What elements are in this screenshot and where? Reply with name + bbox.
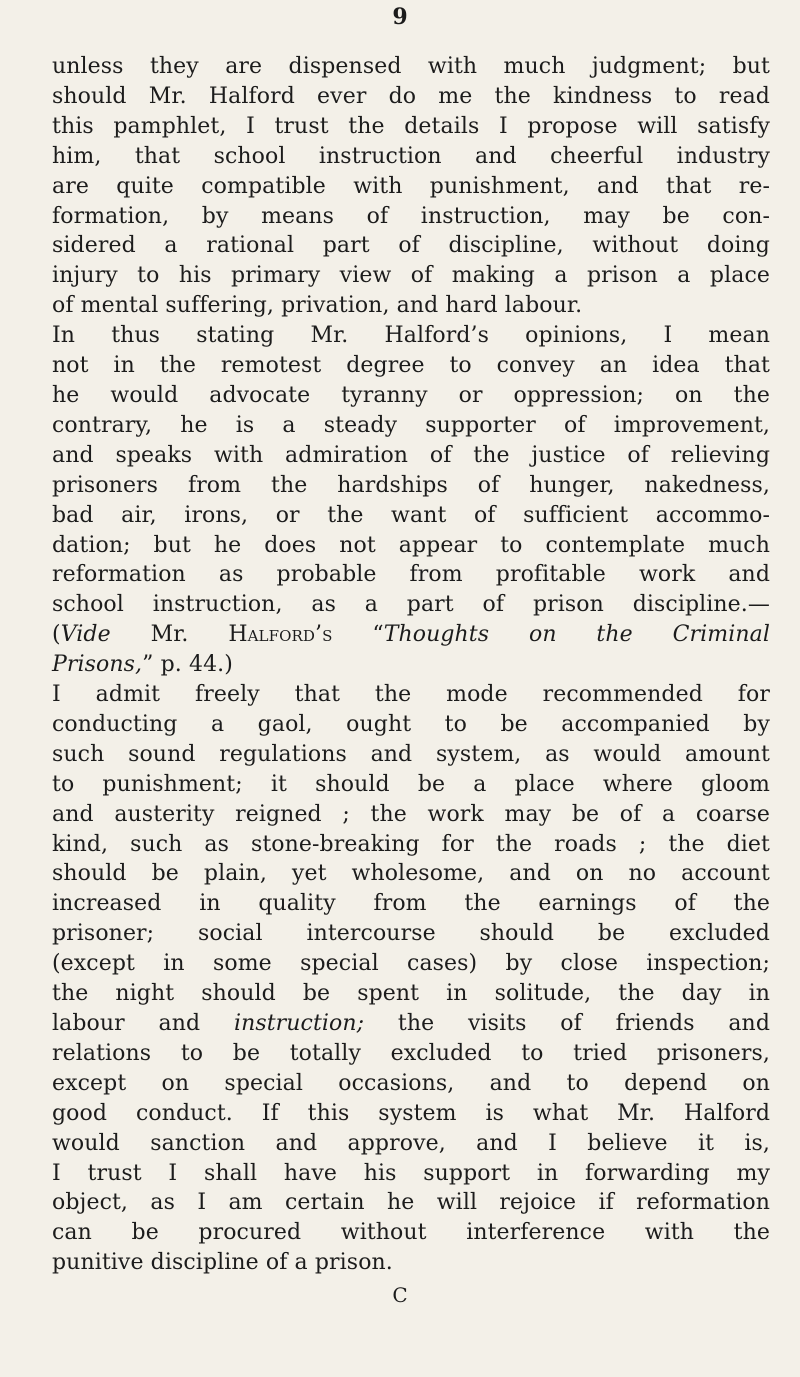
text-line: can be procured without interference with the (52, 1220, 770, 1246)
text-line: conducting a gaol, ought to be accompanied by (52, 711, 770, 737)
text-line: prisoner; social intercourse should be excluded (52, 921, 770, 947)
text-line: contrary, he is a steady supporter of improvement, (52, 412, 770, 438)
body-text (52, 52, 770, 1278)
text-segment: the visits of friends and (364, 1011, 770, 1036)
text-line: to punishment; it should be a place where gloom (52, 771, 770, 797)
citation-line (52, 620, 770, 650)
text-line: such sound regulations and system, as would amount (52, 741, 770, 767)
text-segment: labour and (52, 1011, 234, 1036)
text-line: would sanction and approve, and I believe it is, (52, 1130, 770, 1156)
text-line: and austerity reigned ; the work may be of a coarse (52, 801, 770, 827)
text-line: this pamphlet, I trust the details I propose will satisfy (52, 113, 770, 139)
text-line: he would advocate tyranny or oppression; on the (52, 382, 770, 408)
text-line: (except in some special cases) by close inspection; (52, 951, 770, 977)
citation-title-part1: Thoughts on the Criminal (383, 622, 770, 648)
text-line: I trust I shall have his support in forwarding my (52, 1160, 770, 1186)
text-line: except on special occasions, and to depend on (52, 1070, 770, 1096)
text-line: relations to be totally excluded to tried prisoners, (52, 1040, 770, 1066)
text-line: dation; but he does not appear to contemplate much (52, 532, 770, 558)
text-line: unless they are dispensed with much judgment; but (52, 54, 770, 79)
text-line: In thus stating Mr. Halford’s opinions, I mean (52, 323, 770, 349)
text-line: of mental suffering, privation, and hard labour. (52, 293, 583, 319)
text-line (52, 1009, 770, 1039)
citation-quote-close: ” (142, 652, 154, 678)
emphasis-instruction: instruction; (233, 1011, 365, 1036)
text-line: punitive discipline of a prison. (52, 1250, 393, 1276)
citation-mr: Mr. (110, 622, 229, 648)
text-line: school instruction, as a part of prison discipline.— (52, 592, 770, 618)
text-line: should be plain, yet wholesome, and on no account (52, 861, 770, 887)
text-line: not in the remotest degree to convey an idea that (52, 353, 770, 379)
text-line: and speaks with admiration of the justice of relieving (52, 442, 770, 468)
citation-line (52, 650, 770, 680)
citation-open-paren: ( (52, 622, 61, 648)
text-line: are quite compatible with punishment, and that re- (52, 173, 770, 199)
text-line: should Mr. Halford ever do me the kindness to read (52, 83, 770, 109)
text-line: bad air, irons, or the want of sufficient accommo- (52, 502, 770, 528)
text-line: I admit freely that the mode recommended for (52, 682, 770, 708)
text-line: injury to his primary view of making a prison a place (52, 263, 770, 289)
text-line: the night should be spent in solitude, the day in (52, 981, 770, 1007)
text-line: reformation as probable from profitable work and (52, 562, 770, 588)
text-line: object, as I am certain he will rejoice if reformation (52, 1190, 770, 1216)
citation-vide: Vide (60, 622, 111, 648)
page-number: 9 (392, 4, 408, 30)
text-line: kind, such as stone-breaking for the roads ; the diet (52, 831, 770, 857)
citation-quote-open: “ (332, 622, 384, 648)
citation-author: Halford’s (228, 622, 333, 648)
text-line: increased in quality from the earnings of the (52, 891, 770, 917)
text-line: formation, by means of instruction, may be con- (52, 203, 770, 229)
text-line: him, that school instruction and cheerful industry (52, 143, 770, 169)
citation-title-part2: Prisons, (52, 652, 143, 678)
text-line: prisoners from the hardships of hunger, nakedness, (52, 472, 770, 498)
citation-page-ref: p. 44.) (153, 652, 233, 678)
signature-mark: C (392, 1283, 408, 1307)
text-line: sidered a rational part of discipline, without doing (52, 233, 770, 259)
text-line: good conduct. If this system is what Mr. Halford (52, 1100, 770, 1126)
